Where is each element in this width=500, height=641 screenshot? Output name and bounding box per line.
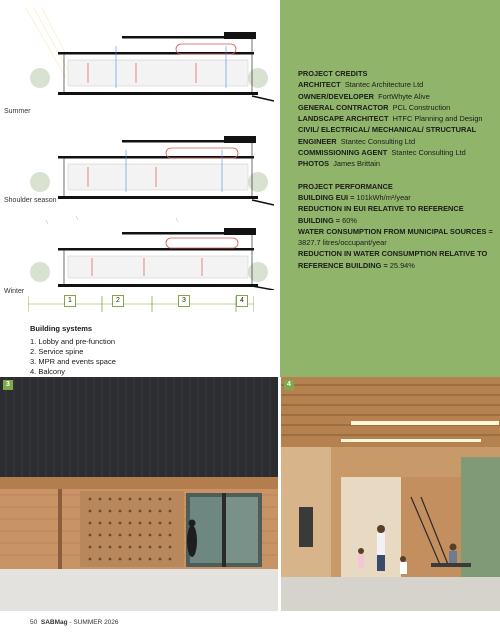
credit-line xyxy=(298,124,494,147)
credit-line xyxy=(298,113,494,124)
performance-value: 3827.7 litres/occupant/year xyxy=(298,238,387,248)
credit-value: James Brittain xyxy=(333,159,381,169)
systems-heading: Building systems xyxy=(30,324,93,333)
performance-value: 60% xyxy=(342,215,357,225)
credit-line xyxy=(298,102,494,113)
grid-number-1: 1 xyxy=(64,295,76,307)
credit-key: LANDSCAPE ARCHITECT xyxy=(298,114,389,124)
performance-key: REDUCTION IN EUI RELATIVE TO REFERENCE BUILDING = xyxy=(298,204,464,225)
photo-interior xyxy=(281,377,500,611)
section-drawing-shoulder xyxy=(26,112,274,207)
performance-line xyxy=(298,192,494,203)
credit-value: Stantec Architecture Ltd xyxy=(344,80,424,90)
systems-item: 3. MPR and events space xyxy=(30,357,116,366)
performance-heading: PROJECT PERFORMANCE xyxy=(298,181,393,191)
credit-value: PCL Construction xyxy=(392,102,451,112)
label-shoulder-season: Shoulder season xyxy=(4,197,57,204)
performance-line xyxy=(298,226,494,249)
performance-key: WATER CONSUMPTION FROM MUNICIPAL SOURCES = xyxy=(298,226,493,236)
grid-ticks xyxy=(28,293,254,315)
performance-line xyxy=(298,203,494,226)
credit-line xyxy=(298,158,494,169)
magazine-name: SABMag xyxy=(40,619,68,626)
credit-value: HTFC Planning and Design xyxy=(392,114,483,124)
systems-item: 4. Balcony xyxy=(30,367,66,376)
performance-value: 101kWh/m²/year xyxy=(356,192,411,202)
performance-key: BUILDING EUI = xyxy=(298,192,355,202)
credit-line xyxy=(298,91,494,102)
photo-exterior xyxy=(0,377,278,611)
photo-number-badge: 3 xyxy=(3,380,13,390)
credit-key: ARCHITECT xyxy=(298,80,341,90)
credit-key: OWNER/DEVELOPER xyxy=(298,91,374,101)
systems-item: 1. Lobby and pre-function xyxy=(30,337,116,346)
grid-number-2: 2 xyxy=(112,295,124,307)
credit-key: PHOTOS xyxy=(298,159,330,169)
credits-text xyxy=(298,68,494,271)
credit-value: Stantec Consulting Ltd xyxy=(340,136,416,146)
credit-line xyxy=(298,147,494,158)
credits-panel xyxy=(280,0,500,377)
section-drawing-summer xyxy=(26,8,274,103)
credit-key: COMMISSIONING AGENT xyxy=(298,148,388,158)
building-sections-figure xyxy=(0,0,280,318)
grid-markers xyxy=(28,293,254,315)
performance-key: REDUCTION IN WATER CONSUMPTION RELATIVE TO REFERENCE BUILDING = xyxy=(298,249,488,270)
credit-value: Stantec Consulting Ltd xyxy=(391,148,466,158)
credit-value: FortWhyte Alive xyxy=(378,91,430,101)
credit-line xyxy=(298,79,494,90)
credit-key: GENERAL CONTRACTOR xyxy=(298,102,389,112)
building-systems-legend xyxy=(30,324,116,377)
page-number: 50 xyxy=(30,619,38,626)
issue-label: - SUMMER 2026 xyxy=(69,619,119,626)
label-summer: Summer xyxy=(4,108,31,115)
label-winter: Winter xyxy=(4,288,25,295)
performance-value: 25.94% xyxy=(389,260,415,270)
exterior-photo-image xyxy=(0,377,278,611)
section-drawing-winter xyxy=(26,212,274,290)
credit-key: CIVIL/ ELECTRICAL/ MECHANICAL/ STRUCTURAL ENGINEER xyxy=(298,125,477,146)
performance-line xyxy=(298,248,494,271)
grid-number-3: 3 xyxy=(178,295,190,307)
grid-number-4: 4 xyxy=(236,295,248,307)
credits-heading: PROJECT CREDITS xyxy=(298,69,368,78)
systems-item: 2. Service spine xyxy=(30,347,84,356)
page-footer xyxy=(30,619,119,626)
interior-photo-image xyxy=(281,377,500,611)
photo-number-badge: 4 xyxy=(284,380,294,390)
